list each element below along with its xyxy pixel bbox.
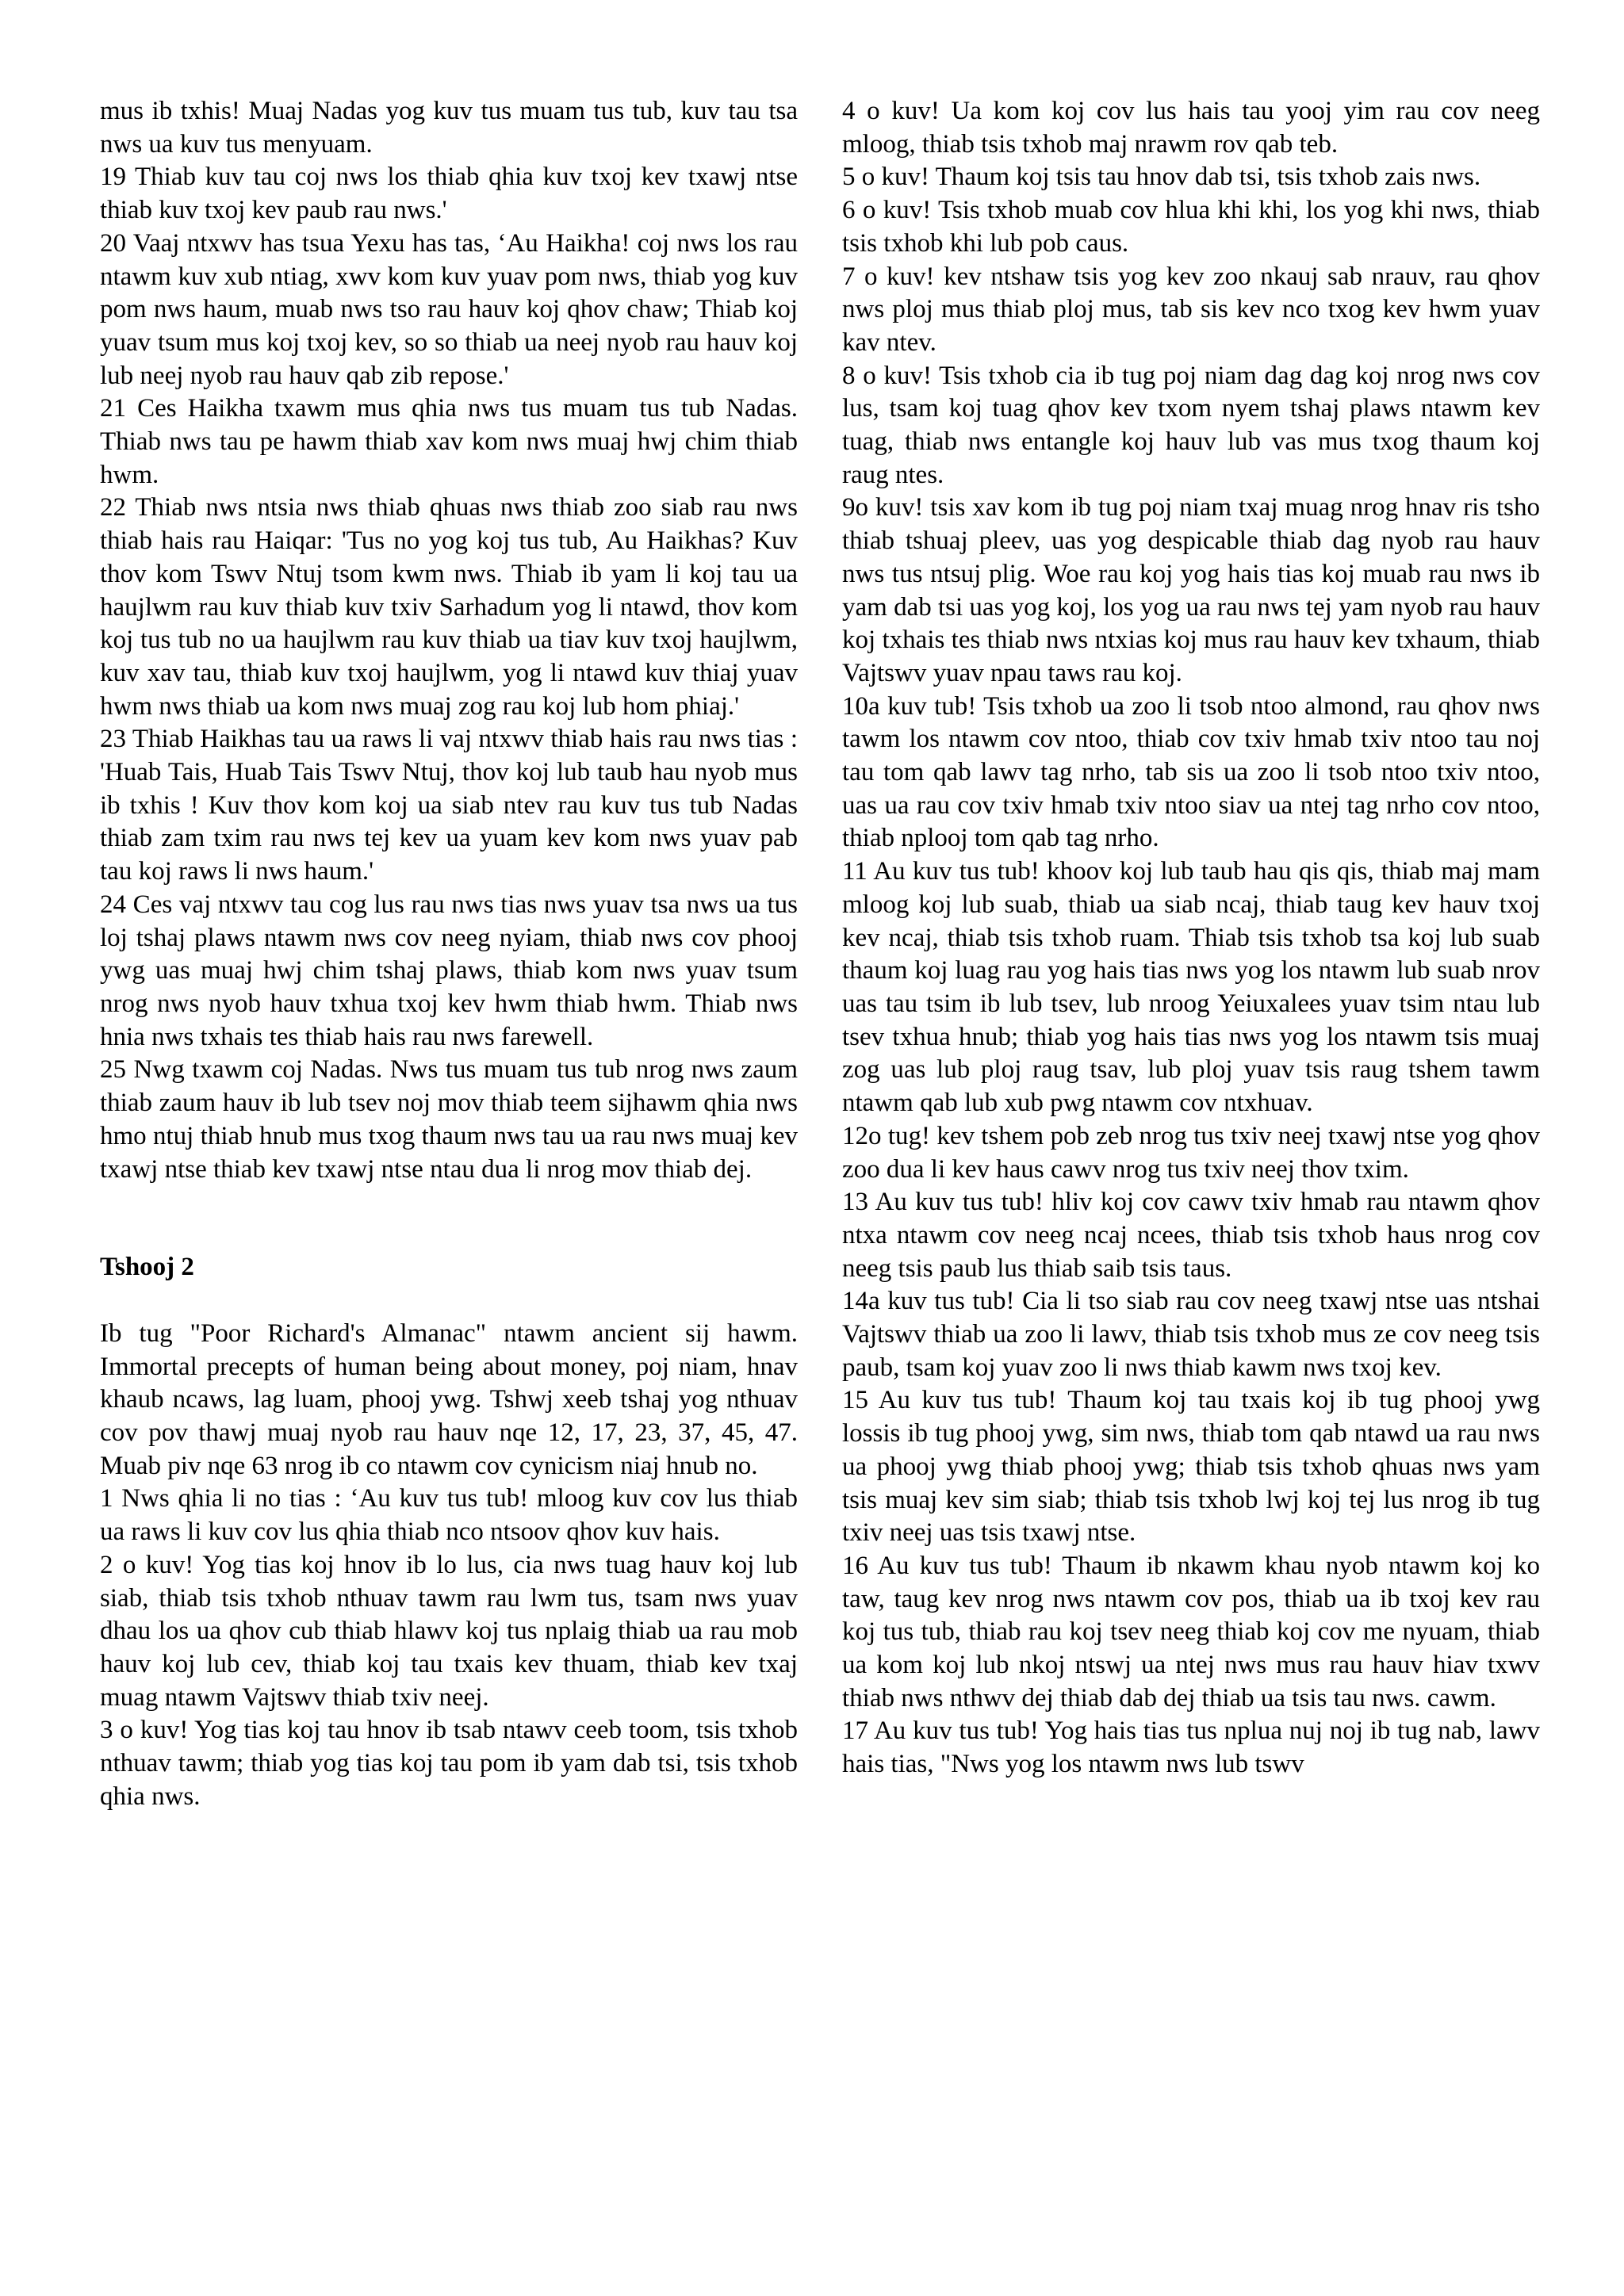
paragraph: 8 o kuv! Tsis txhob cia ib tug poj niam dag dag koj nrog nws cov lus, tsam koj tuag qhov kev txom nyem tshaj plaws ntawm kev tuag, thiab nws entangle koj hauv lub vas mus txog thaum koj raug ntes. <box>842 361 1540 489</box>
paragraph: 22 Thiab nws ntsia nws thiab qhuas nws thiab zoo siab rau nws thiab hais rau Haiqar: 'Tus no yog koj tus tub, Au Haikhas? Kuv thov kom Tswv Ntuj tsom kwm nws. Thiab ib yam li koj tau ua haujlwm rau kuv thiab kuv txiv Sarhadum yog li ntawd, thov kom koj tus tub no ua haujlwm rau kuv thiab ua tiav kuv txoj haujlwm, kuv xav tau, thiab kuv txoj haujlwm, yog li ntawd kuv thiaj yuav hwm nws thiab ua kom nws muaj zog rau koj lub hom phiaj.' <box>100 493 798 721</box>
paragraph: 13 Au kuv tus tub! hliv koj cov cawv txiv hmab rau ntawm qhov ntxa ntawm cov neeg ncaj ncees, thiab tsis txhob haus nrog cov neeg tsis paub lus thiab saib tsis taus. <box>842 1188 1540 1283</box>
paragraph: 10a kuv tub! Tsis txhob ua zoo li tsob ntoo almond, rau qhov nws tawm los ntawm cov ntoo, thiab cov txiv hmab txiv ntoo tau noj tau tom qab lawv tag nrho, tab sis ua zoo li tsob ntoo txiv ntoo, uas ua rau cov txiv hmab txiv ntoo siav ua ntej tag nrho cov ntoo, thiab nplooj tom qab tag nrho. <box>842 691 1540 853</box>
paragraph: Ib tug "Poor Richard's Almanac" ntawm ancient sij hawm. Immortal precepts of human being about money, poj niam, hnav khaub ncaws, lag luam, phooj ywg. Tshwj xeeb tshaj yog nthuav cov pov thawj muaj nyob rau hauv nqe 12, 17, 23, 37, 45, 47. Muab piv nqe 63 nrog ib co ntawm cov cynicism niaj hnub no. <box>100 1318 798 1480</box>
paragraph: 23 Thiab Haikhas tau ua raws li vaj ntxwv thiab hais rau nws tias : 'Huab Tais, Huab Tais Tswv Ntuj, thov koj lub taub hau nyob mus ib txhis ! Kuv thov kom koj ua siab ntev rau kuv tus tub Nadas thiab zam txim rau nws tej kev ua yuam kev kom nws yuav pab tau koj raws li nws haum.' <box>100 725 798 886</box>
paragraph: 7 o kuv! kev ntshaw tsis yog kev zoo nkauj sab nrauv, rau qhov nws ploj mus thiab ploj mus, tab sis kev nco txog kev hwm yuav kav ntev. <box>842 262 1540 357</box>
paragraph: 12o tug! kev tshem pob zeb nrog tus txiv neej txawj ntse yog qhov zoo dua li kev haus cawv nrog tus txiv neej thov txim. <box>842 1121 1540 1184</box>
paragraphs-after-heading <box>100 1318 798 1814</box>
right-text-column <box>842 95 1540 1781</box>
paragraph: 3 o kuv! Yog tias koj tau hnov ib tsab ntawv ceeb toom, tsis txhob nthuav tawm; thiab yog tias koj tau pom ib yam dab tsi, tsis txhob qhia nws. <box>100 1716 798 1811</box>
paragraph: 9o kuv! tsis xav kom ib tug poj niam txaj muag nrog hnav ris tsho thiab tshuaj pleev, uas yog despicable thiab dag nyob rau hauv nws tus ntsuj plig. Woe rau koj yog hais tias koj muab rau nws ib yam dab tsi uas yog koj, los yog ua rau nws tej yam nyob rau hauv koj txhais tes thiab nws ntxias koj mus rau hauv kev txhaum, thiab Vajtswv yuav npau taws rau koj. <box>842 493 1540 687</box>
paragraph: 1 Nws qhia li no tias : ‘Au kuv tus tub! mloog kuv cov lus thiab ua raws li kuv cov lus qhia thiab nco ntsoov qhov kuv hais. <box>100 1484 798 1547</box>
paragraph: 2 o kuv! Yog tias koj hnov ib lo lus, cia nws tuag hauv koj lub siab, thiab tsis txhob nthuav tawm rau lwm tus, tsam nws yuav dhau los ua qhov cub thiab hlawv koj tus nplaig thiab ua rau mob hauv koj lub cev, thiab koj tau txais kev thuam, thiab kev txaj muag ntawm Vajtswv thiab txiv neej. <box>100 1550 798 1712</box>
paragraph: 15 Au kuv tus tub! Thaum koj tau txais koj ib tug phooj ywg lossis ib tug phooj ywg, sim nws, thiab tom qab ntawd ua rau nws ua phooj ywg thiab phooj ywg; thiab tsis txhob qhuas nws yam tsis muaj kev sim siab; thiab tsis txhob lwj koj tej lus nrog ib tug txiv neej uas tsis txawj ntse. <box>842 1386 1540 1548</box>
paragraph: 6 o kuv! Tsis txhob muab cov hlua khi khi, los yog khi nws, thiab tsis txhob khi lub pob caus. <box>842 196 1540 258</box>
right-paragraphs <box>842 95 1540 1781</box>
paragraph: 17 Au kuv tus tub! Yog hais tias tus nplua nuj noj ib tug nab, lawv hais tias, "Nws yog los ntawm nws lub tswv <box>842 1716 1540 1779</box>
left-text-column <box>100 95 798 1813</box>
paragraph: 11 Au kuv tus tub! khoov koj lub taub hau qis qis, thiab maj mam mloog koj lub suab, thiab ua siab ncaj, thiab taug kev hauv txoj kev ncaj, thiab tsis txhob ruam. Thiab tsis txhob tsa koj lub suab thaum koj luag rau yog hais tias nws yog los ntawm lub suab nrov uas tau tsim ib lub tsev, lub nroog Yeiuxalees yuav tsim ntau lub tsev txhua hnub; thiab yog hais tias nws yog los ntawm tsis muaj zog uas lub ploj raug tsav, lub ploj yuav tsis raug tshem tawm ntawm qab lub xub pwg ntawm cov ntxhuav. <box>842 857 1540 1118</box>
paragraph: 19 Thiab kuv tau coj nws los thiab qhia kuv txoj kev txawj ntse thiab kuv txoj kev paub rau nws.' <box>100 163 798 225</box>
paragraph: 25 Nwg txawm coj Nadas. Nws tus muam tus tub nrog nws zaum thiab zaum hauv ib lub tsev noj mov thiab teem sijhawm qhia nws hmo ntuj thiab hnub mus txog thaum nws tau ua rau nws muaj kev txawj ntse thiab kev txawj ntse ntau dua li nrog mov thiab dej. <box>100 1055 798 1184</box>
paragraph: 24 Ces vaj ntxwv tau cog lus rau nws tias nws yuav tsa nws ua tus loj tshaj plaws ntawm nws cov neeg nyiam, thiab nws cov phooj ywg uas muaj hwj chim tshaj plaws, thiab kom nws yuav tsum nrog nws nyob hauv txhua txoj kev hwm thiab hwm. Thiab nws hnia nws txhais tes thiab hais rau nws farewell. <box>100 890 798 1051</box>
paragraph: 16 Au kuv tus tub! Thaum ib nkawm khau nyob ntawm koj ko taw, taug kev nrog nws ntawm cov pos, thiab ua ib txoj kev rau koj tus tub, thiab rau koj tsev neeg thiab koj cov me nyuam, thiab ua kom koj lub nkoj ntswj ua ntej nws mus rau hauv hiav txwv thiab nws nthwv dej thiab dab dej thiab ua tsis tau nws. cawm. <box>842 1551 1540 1712</box>
paragraph: 4 o kuv! Ua kom koj cov lus hais tau yooj yim rau cov neeg mloog, thiab tsis txhob maj nrawm rov qab teb. <box>842 97 1540 159</box>
paragraph: 20 Vaaj ntxwv has tsua Yexu has tas, ‘Au Haikha! coj nws los rau ntawm kuv xub ntiag, xwv kom kuv yuav pom nws, thiab yog kuv pom nws haum, muab nws tso rau hauv koj qhov chaw; Thiab koj yuav tsum mus koj txoj kev, so so thiab ua neej nyob rau hauv koj lub neej nyob rau hauv qab zib repose.' <box>100 228 798 390</box>
paragraphs-before-heading <box>100 95 798 1186</box>
paragraph: 5 o kuv! Thaum koj tsis tau hnov dab tsi, tsis txhob zais nws. <box>842 163 1481 192</box>
paragraph: 14a kuv tus tub! Cia li tso siab rau cov neeg txawj ntse uas ntshai Vajtswv thiab ua zoo li lawv, thiab tsis txhob mus ze cov neeg tsis paub, tsam koj yuav zoo li nws thiab kawm nws txoj kev. <box>842 1287 1540 1382</box>
chapter-heading: Tshooj 2 <box>100 1253 194 1282</box>
paragraph: 21 Ces Haikha txawm mus qhia nws tus muam tus tub Nadas. Thiab nws tau pe hawm thiab xav kom nws muaj hwj chim thiab hwm. <box>100 394 798 489</box>
paragraph: mus ib txhis! Muaj Nadas yog kuv tus muam tus tub, kuv tau tsa nws ua kuv tus menyuam. <box>100 97 798 159</box>
